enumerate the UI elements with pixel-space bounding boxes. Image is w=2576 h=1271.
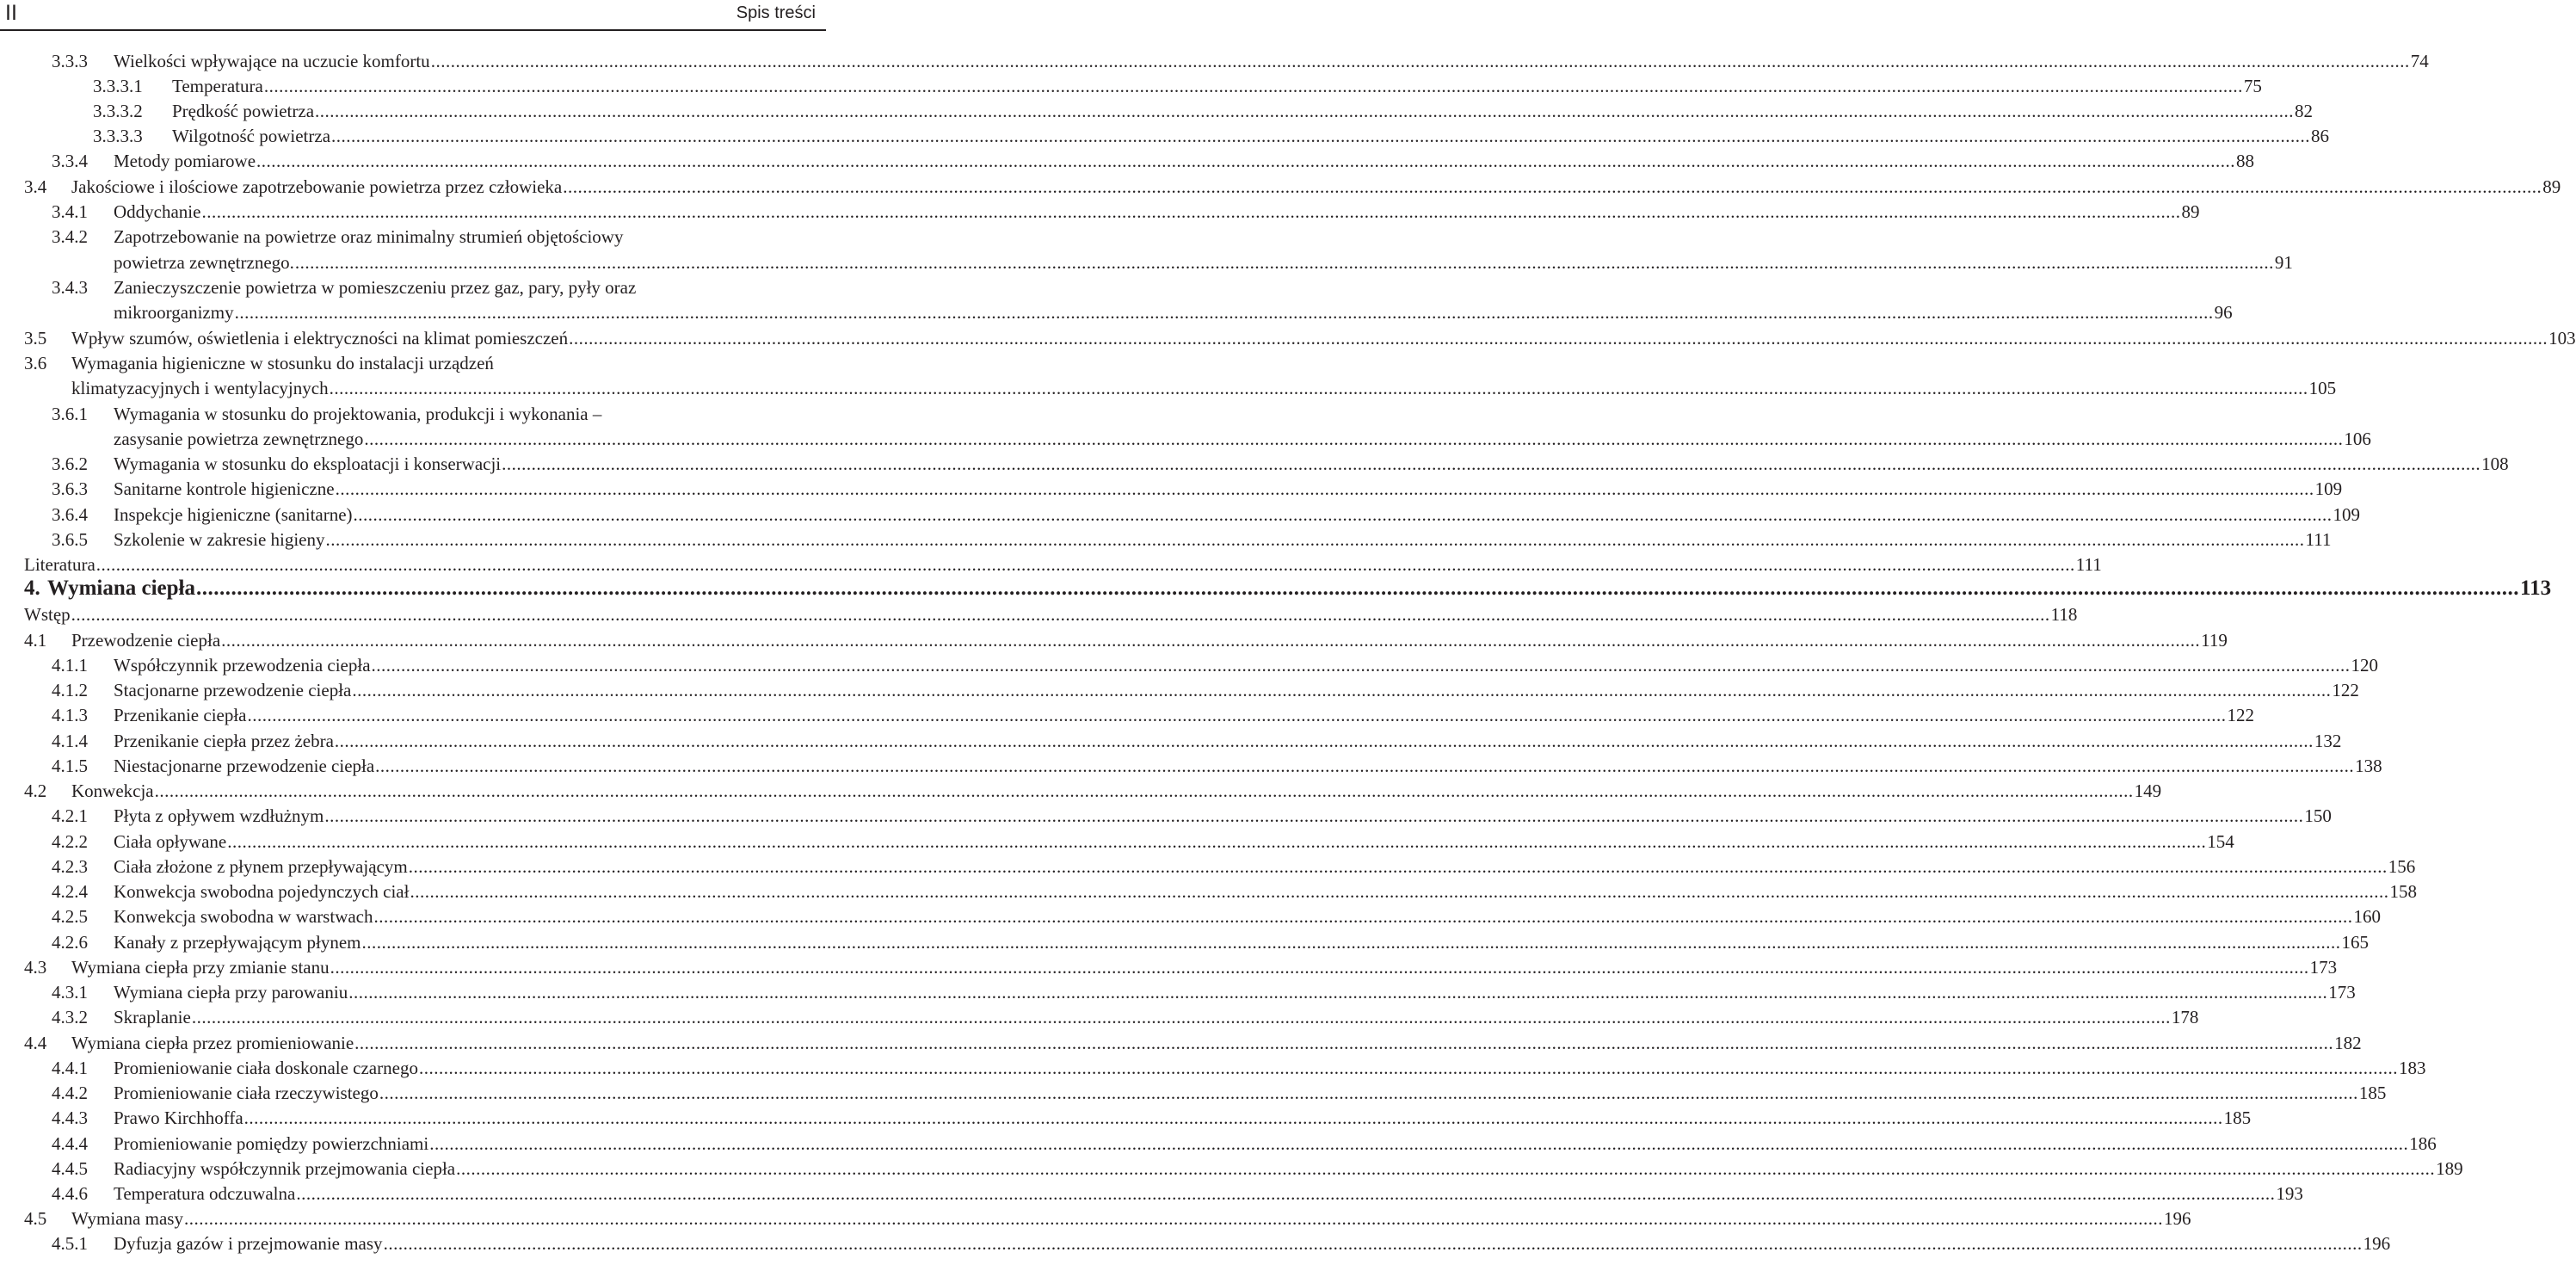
toc-page-number: 111 xyxy=(2305,529,2332,550)
toc-entry[interactable] xyxy=(52,855,2416,881)
toc-page-number: 122 xyxy=(2332,680,2359,700)
toc-number: 3.6.1 xyxy=(52,404,88,424)
toc-page-number: 156 xyxy=(2388,856,2416,877)
toc-title: Wymiana ciepła przy parowaniu xyxy=(114,982,348,1003)
toc-number: 4.4.4 xyxy=(52,1133,88,1154)
toc-title: Przenikanie ciepła przez żebra xyxy=(114,731,334,751)
toc-title: Temperatura odczuwalna xyxy=(114,1183,296,1204)
toc-number: 4.4.5 xyxy=(52,1158,88,1179)
toc-leader-dots: ................................................................................................................................................................................................................................................................................................................................................................................................................ xyxy=(348,982,2328,1003)
toc-entry[interactable] xyxy=(24,176,2561,201)
toc-number: 4.2 xyxy=(24,780,47,801)
toc-page-number: 96 xyxy=(2214,302,2233,323)
toc-number: 4.1.4 xyxy=(52,731,88,751)
toc-page-number: 132 xyxy=(2314,731,2342,751)
toc-leader-dots: ................................................................................................................................................................................................................................................................................................................................................................................................................ xyxy=(330,957,2309,978)
toc-leader-dots: ................................................................................................................................................................................................................................................................................................................................................................................................................ xyxy=(364,429,2344,449)
toc-page-number: 89 xyxy=(2542,176,2561,197)
toc-entry[interactable] xyxy=(52,830,2234,856)
toc-page-number: 173 xyxy=(2328,982,2356,1003)
toc-leader-dots: ................................................................................................................................................................................................................................................................................................................................................................................................................ xyxy=(352,680,2332,700)
toc-entry[interactable] xyxy=(52,1132,2437,1158)
toc-number: 4.3.2 xyxy=(52,1007,88,1027)
toc-page-number: 103 xyxy=(2548,328,2576,349)
toc-page-number: 182 xyxy=(2334,1033,2362,1053)
toc-title: Oddychanie xyxy=(114,201,201,222)
toc-page-number: 185 xyxy=(2358,1083,2387,1103)
toc-entry-firstline[interactable] xyxy=(52,225,817,251)
toc-page-number: 108 xyxy=(2481,453,2509,474)
toc-page-number: 74 xyxy=(2410,51,2429,71)
toc-leader-dots: ................................................................................................................................................................................................................................................................................................................................................................................................................ xyxy=(353,504,2333,525)
toc-entry[interactable] xyxy=(52,201,2200,226)
toc-number: 3.4.1 xyxy=(52,201,88,222)
toc-title: Wielkości wpływające na uczucie komfortu xyxy=(114,51,430,71)
toc-number: 3.3.3.3 xyxy=(93,126,143,146)
toc-leader-dots: ................................................................................................................................................................................................................................................................................................................................................................................................................ xyxy=(325,529,2305,550)
toc-title: Wymagania higieniczne w stosunku do instalacji urządzeń xyxy=(71,353,494,373)
toc-number: 4. xyxy=(24,577,40,600)
toc-entry-continuation[interactable] xyxy=(71,377,2337,403)
toc-entry[interactable] xyxy=(52,755,2382,780)
toc-page-number: 160 xyxy=(2353,906,2381,927)
toc-leader-dots: ................................................................................................................................................................................................................................................................................................................................................................................................................ xyxy=(334,731,2314,751)
toc-page-number: 120 xyxy=(2351,655,2379,676)
page-number-roman: II xyxy=(5,1,17,25)
toc-title: Przewodzenie ciepła xyxy=(71,630,221,651)
toc-number: 3.6.2 xyxy=(52,453,88,474)
toc-leader-dots: ................................................................................................................................................................................................................................................................................................................................................................................................................ xyxy=(296,1183,2276,1204)
toc-entry[interactable] xyxy=(24,780,2162,805)
toc-page-number: 173 xyxy=(2309,957,2338,978)
toc-leader-dots: ................................................................................................................................................................................................................................................................................................................................................................................................................ xyxy=(329,378,2308,398)
toc-number: 3.4.2 xyxy=(52,226,88,247)
toc-title: Stacjonarne przewodzenie ciepła xyxy=(114,680,352,700)
toc-leader-dots: ................................................................................................................................................................................................................................................................................................................................................................................................................ xyxy=(183,1208,2163,1229)
toc-number: 4.4.1 xyxy=(52,1058,88,1078)
toc-leader-dots: ................................................................................................................................................................................................................................................................................................................................................................................................................ xyxy=(221,630,2201,651)
toc-title: Płyta z opływem wzdłużnym xyxy=(114,805,324,826)
toc-leader-dots: ................................................................................................................................................................................................................................................................................................................................................................................................................ xyxy=(256,151,2236,171)
toc-title: Ciała złożone z płynem przepływającym xyxy=(114,856,408,877)
toc-leader-dots: ................................................................................................................................................................................................................................................................................................................................................................................................................ xyxy=(331,126,2311,146)
toc-entry[interactable] xyxy=(52,704,2255,730)
toc-title: Skraplanie xyxy=(114,1007,191,1027)
toc-entry[interactable] xyxy=(24,956,2338,982)
running-header-title: Spis treści xyxy=(736,3,816,22)
toc-title-continuation: mikroorganizmy xyxy=(114,302,234,323)
toc-entry[interactable] xyxy=(52,880,2417,906)
toc-entry[interactable] xyxy=(52,1107,2252,1132)
toc-page-number: 183 xyxy=(2398,1058,2426,1078)
toc-number: 3.4.3 xyxy=(52,277,88,298)
toc-page-number: 193 xyxy=(2276,1183,2303,1204)
toc-leader-dots: ................................................................................................................................................................................................................................................................................................................................................................................................................ xyxy=(191,1007,2171,1027)
toc-entry[interactable] xyxy=(52,1157,2463,1183)
toc-entry[interactable] xyxy=(93,125,2330,151)
toc-number: 4.4.6 xyxy=(52,1183,88,1204)
toc-entry[interactable] xyxy=(24,1032,2362,1058)
toc-entry[interactable] xyxy=(52,905,2381,931)
toc-entry[interactable] xyxy=(52,805,2332,830)
toc-leader-dots: ................................................................................................................................................................................................................................................................................................................................................................................................................ xyxy=(294,252,2274,273)
toc-title: Przenikanie ciepła xyxy=(114,705,247,725)
toc-number: 3.4 xyxy=(24,176,47,197)
toc-number: 3.3.3.2 xyxy=(93,101,143,121)
toc-leader-dots: ................................................................................................................................................................................................................................................................................................................................................................................................................ xyxy=(371,655,2351,676)
toc-title: Współczynnik przewodzenia ciepła xyxy=(114,655,371,676)
toc-page-number: 122 xyxy=(2227,705,2255,725)
toc-entry[interactable] xyxy=(52,1232,2391,1258)
toc-page-number: 91 xyxy=(2274,252,2293,273)
toc-title: Literatura xyxy=(24,554,96,575)
toc-page-number: 178 xyxy=(2171,1007,2199,1027)
toc-page-number: 109 xyxy=(2314,478,2343,499)
toc-page-number: 189 xyxy=(2436,1158,2463,1179)
toc-entry[interactable] xyxy=(52,50,2429,76)
toc-entry[interactable] xyxy=(52,453,2509,478)
toc-title: Zapotrzebowanie na powietrze oraz minimalny strumień objętościowy xyxy=(114,226,624,247)
toc-number: 4.1 xyxy=(24,630,47,651)
toc-title: Radiacyjny współczynnik przejmowania ciepła xyxy=(114,1158,456,1179)
toc-number: 4.4 xyxy=(24,1033,47,1053)
toc-entry[interactable] xyxy=(52,654,2379,680)
toc-page-number: 196 xyxy=(2163,1208,2191,1229)
toc-number: 4.2.6 xyxy=(52,932,88,953)
toc-entry[interactable] xyxy=(93,100,2314,126)
toc-entry[interactable] xyxy=(52,150,2255,176)
toc-leader-dots: ................................................................................................................................................................................................................................................................................................................................................................................................................ xyxy=(234,302,2214,323)
toc-entry[interactable] xyxy=(52,1182,2303,1208)
toc-page-number: 186 xyxy=(2409,1133,2437,1154)
toc-title-continuation: powietrza zewnętrznego. xyxy=(114,252,294,273)
toc-title: Temperatura xyxy=(172,76,263,96)
toc-number: 3.6.5 xyxy=(52,529,88,550)
toc-leader-dots: ................................................................................................................................................................................................................................................................................................................................................................................................................ xyxy=(429,1133,2409,1154)
toc-page-number: 86 xyxy=(2311,126,2330,146)
toc-number: 4.2.1 xyxy=(52,805,88,826)
toc-number: 4.5.1 xyxy=(52,1233,88,1254)
toc-leader-dots: ................................................................................................................................................................................................................................................................................................................................................................................................................ xyxy=(563,176,2542,197)
toc-title: Prawo Kirchhoffa xyxy=(114,1107,243,1128)
toc-number: 3.3.3.1 xyxy=(93,76,143,96)
toc-title: Konwekcja xyxy=(71,780,154,801)
toc-number: 4.1.2 xyxy=(52,680,88,700)
toc-leader-dots: ................................................................................................................................................................................................................................................................................................................................................................................................................ xyxy=(375,756,2355,776)
toc-title: Wymiana ciepła przez promieniowanie xyxy=(71,1033,354,1053)
toc-page-number: 75 xyxy=(2243,76,2262,96)
toc-entry-continuation[interactable] xyxy=(114,428,2371,453)
toc-number: 4.2.3 xyxy=(52,856,88,877)
toc-page-number: 154 xyxy=(2207,831,2234,852)
toc-leader-dots: ................................................................................................................................................................................................................................................................................................................................................................................................................ xyxy=(315,101,2295,121)
toc-number: 3.6 xyxy=(24,353,47,373)
toc-page-number: 149 xyxy=(2134,780,2162,801)
toc-title: Metody pomiarowe xyxy=(114,151,256,171)
toc-leader-dots: ................................................................................................................................................................................................................................................................................................................................................................................................................ xyxy=(201,201,2181,222)
toc-page-number: 138 xyxy=(2355,756,2382,776)
toc-title: Wymiana ciepła xyxy=(47,577,195,600)
toc-title: Konwekcja swobodna w warstwach xyxy=(114,906,373,927)
toc-entry[interactable] xyxy=(52,1082,2387,1107)
toc-page-number: 88 xyxy=(2236,151,2255,171)
toc-title: Konwekcja swobodna pojedynczych ciał xyxy=(114,881,410,902)
toc-leader-dots: ................................................................................................................................................................................................................................................................................................................................................................................................................ xyxy=(354,1033,2334,1053)
toc-entry-firstline[interactable] xyxy=(52,403,817,429)
toc-leader-dots: ................................................................................................................................................................................................................................................................................................................................................................................................................ xyxy=(502,453,2481,474)
toc-entry[interactable] xyxy=(52,478,2343,503)
toc-title: Wstęp xyxy=(24,604,71,625)
toc-page-number: 89 xyxy=(2181,201,2200,222)
toc-number: 4.2.5 xyxy=(52,906,88,927)
toc-title: Wymiana ciepła przy zmianie stanu xyxy=(71,957,330,978)
toc-title: Promieniowanie pomiędzy powierzchniami xyxy=(114,1133,429,1154)
toc-entry[interactable] xyxy=(24,603,2078,629)
toc-chapter-entry[interactable] xyxy=(24,576,2552,602)
toc-entry-continuation[interactable] xyxy=(114,301,2233,327)
toc-page-number: 150 xyxy=(2304,805,2332,826)
toc-entry[interactable] xyxy=(52,528,2332,554)
toc-title: Wymagania w stosunku do projektowania, produkcji i wykonania – xyxy=(114,404,602,424)
toc-title: Kanały z przepływającym płynem xyxy=(114,932,361,953)
toc-leader-dots: ................................................................................................................................................................................................................................................................................................................................................................................................................ xyxy=(361,932,2341,953)
toc-number: 4.4.3 xyxy=(52,1107,88,1128)
toc-leader-dots: ................................................................................................................................................................................................................................................................................................................................................................................................................ xyxy=(335,478,2314,499)
toc-leader-dots: ................................................................................................................................................................................................................................................................................................................................................................................................................ xyxy=(383,1233,2363,1254)
toc-title: Promieniowanie ciała rzeczywistego xyxy=(114,1083,379,1103)
toc-entry[interactable] xyxy=(52,730,2342,756)
toc-number: 4.3 xyxy=(24,957,47,978)
toc-number: 4.1.5 xyxy=(52,756,88,776)
toc-entry[interactable] xyxy=(52,679,2359,705)
toc-page-number: 105 xyxy=(2308,378,2337,398)
toc-entry[interactable] xyxy=(52,931,2369,957)
toc-leader-dots: ................................................................................................................................................................................................................................................................................................................................................................................................................ xyxy=(379,1083,2358,1103)
toc-number: 4.1.1 xyxy=(52,655,88,676)
toc-entry[interactable] xyxy=(24,1207,2191,1233)
toc-number: 4.3.1 xyxy=(52,982,88,1003)
toc-page-number: 111 xyxy=(2075,554,2102,575)
toc-number: 3.5 xyxy=(24,328,47,349)
toc-title: Dyfuzja gazów i przejmowanie masy xyxy=(114,1233,383,1254)
toc-page-number: 106 xyxy=(2344,429,2371,449)
toc-number: 4.4.2 xyxy=(52,1083,88,1103)
toc-leader-dots: ................................................................................................................................................................................................................................................................................................................................................................................................................ xyxy=(456,1158,2436,1179)
toc-title: Szkolenie w zakresie higieny xyxy=(114,529,325,550)
toc-title: Ciała opływane xyxy=(114,831,227,852)
toc-page-number: 109 xyxy=(2333,504,2361,525)
toc-entry[interactable] xyxy=(24,327,2576,353)
toc-page-number: 118 xyxy=(2050,604,2078,625)
toc-entry[interactable] xyxy=(52,1006,2199,1032)
toc-leader-dots: ................................................................................................................................................................................................................................................................................................................................................................................................................ xyxy=(569,328,2548,349)
toc-page-number: 119 xyxy=(2201,630,2228,651)
toc-title: Jakościowe i ilościowe zapotrzebowanie powietrza przez człowieka xyxy=(71,176,563,197)
toc-title: Wymagania w stosunku do eksploatacji i konserwacji xyxy=(114,453,502,474)
toc-page-number: 82 xyxy=(2295,101,2314,121)
toc-leader-dots: ................................................................................................................................................................................................................................................................................................................................................................................................................ xyxy=(227,831,2207,852)
toc-title: Zanieczyszczenie powietrza w pomieszczeniu przez gaz, pary, pyły oraz xyxy=(114,277,637,298)
toc-page-number: 196 xyxy=(2363,1233,2391,1254)
toc-title: Wymiana masy xyxy=(71,1208,183,1229)
toc-title-continuation: klimatyzacyjnych i wentylacyjnych xyxy=(71,378,329,398)
toc-entry-firstline[interactable] xyxy=(24,352,817,378)
toc-number: 4.5 xyxy=(24,1208,47,1229)
toc-number: 3.3.3 xyxy=(52,51,88,71)
toc-page-number: 165 xyxy=(2341,932,2369,953)
toc-title: Prędkość powietrza xyxy=(172,101,315,121)
toc-entry[interactable] xyxy=(52,1057,2426,1083)
toc-leader-dots: ................................................................................................................................................................................................................................................................................................................................................................................................................ xyxy=(247,705,2227,725)
toc-leader-dots: ................................................................................................................................................................................................................................................................................................................................................................................................................ xyxy=(243,1107,2223,1128)
toc-leader-dots: ................................................................................................................................................................................................................................................................................................................................................................................................................ xyxy=(373,906,2353,927)
toc-leader-dots: ................................................................................................................................................................................................................................................................................................................................................................................................................ xyxy=(418,1058,2398,1078)
toc-leader-dots: ................................................................................................................................................................................................................................................................................................................................................................................................................ xyxy=(263,76,2243,96)
toc-title-continuation: zasysanie powietrza zewnętrznego xyxy=(114,429,364,449)
toc-title: Wpływ szumów, oświetlenia i elektryczności na klimat pomieszczeń xyxy=(71,328,569,349)
toc-number: 4.2.2 xyxy=(52,831,88,852)
toc-title: Inspekcje higieniczne (sanitarne) xyxy=(114,504,353,525)
toc-number: 3.3.4 xyxy=(52,151,88,171)
toc-number: 3.6.3 xyxy=(52,478,88,499)
toc-page-number: 113 xyxy=(2520,577,2552,600)
toc-entry[interactable] xyxy=(52,981,2356,1007)
toc-page-number: 185 xyxy=(2223,1107,2252,1128)
toc-number: 3.6.4 xyxy=(52,504,88,525)
toc-title: Wilgotność powietrza xyxy=(172,126,331,146)
toc-number: 4.1.3 xyxy=(52,705,88,725)
toc-title: Sanitarne kontrole higieniczne xyxy=(114,478,335,499)
toc-leader-dots: ................................................................................................................................................................................................................................................................................................................................................................................................................ xyxy=(154,780,2134,801)
toc-leader-dots: ................................................................................................................................................................................................................................................................................................................................................................................................................ xyxy=(196,577,2519,600)
toc-page-number: 158 xyxy=(2389,881,2417,902)
toc-number: 4.2.4 xyxy=(52,881,88,902)
toc-leader-dots: ................................................................................................................................................................................................................................................................................................................................................................................................................ xyxy=(96,554,2075,575)
toc-leader-dots: ................................................................................................................................................................................................................................................................................................................................................................................................................ xyxy=(71,604,2050,625)
toc-title: Niestacjonarne przewodzenie ciepła xyxy=(114,756,375,776)
toc-entry[interactable] xyxy=(24,629,2228,655)
toc-title: Promieniowanie ciała doskonale czarnego xyxy=(114,1058,418,1078)
toc-leader-dots: ................................................................................................................................................................................................................................................................................................................................................................................................................ xyxy=(324,805,2304,826)
toc-entry[interactable] xyxy=(93,75,2262,101)
toc-entry-continuation[interactable] xyxy=(114,251,2293,277)
toc-entry[interactable] xyxy=(52,503,2361,529)
toc-leader-dots: ................................................................................................................................................................................................................................................................................................................................................................................................................ xyxy=(430,51,2410,71)
toc-leader-dots: ................................................................................................................................................................................................................................................................................................................................................................................................................ xyxy=(410,881,2389,902)
toc-leader-dots: ................................................................................................................................................................................................................................................................................................................................................................................................................ xyxy=(408,856,2388,877)
toc-entry-firstline[interactable] xyxy=(52,276,817,302)
